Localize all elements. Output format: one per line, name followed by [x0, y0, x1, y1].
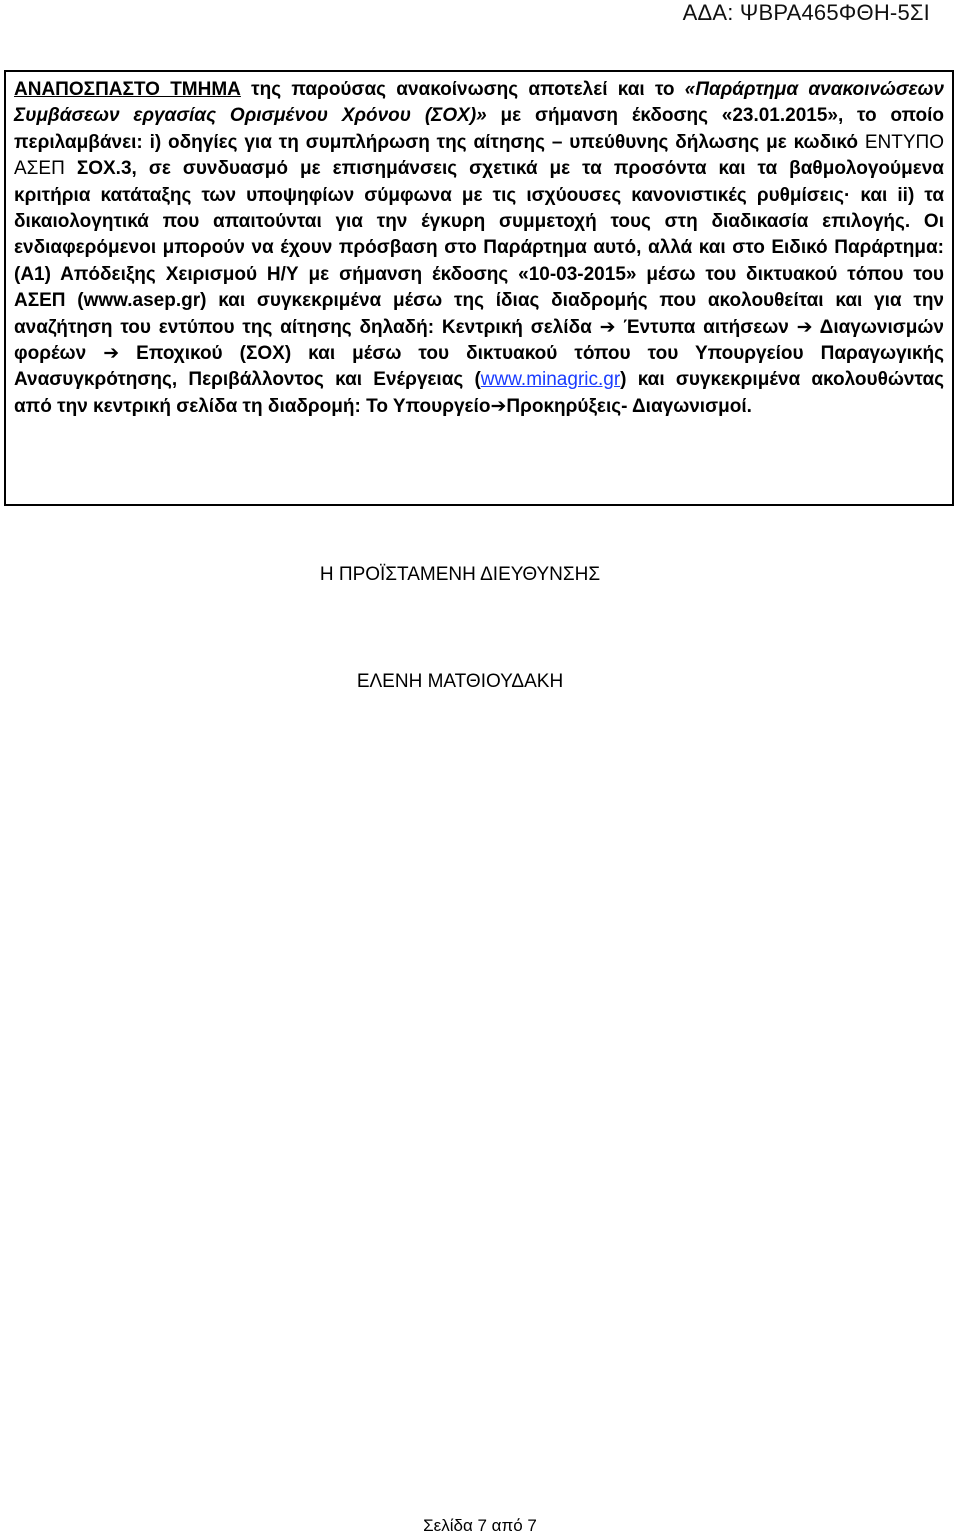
signatory-name-text: ΕΛΕΝΗ ΜΑΤΘΙΟΥΔΑΚΗ	[356, 671, 564, 692]
signatory-name	[0, 670, 960, 694]
notice-text-segment: Εποχικού (ΣΟΧ) και μέσω του δικτυακού τόπου του Υπουργείου Παραγωγικής Ανασυγκρότησης, Περιβάλλοντος και Ενέργειας (	[14, 343, 944, 391]
notice-text-segment: Έντυπα αιτήσεων	[615, 316, 797, 338]
signatory-title	[0, 563, 960, 587]
detachable-section-box	[4, 70, 954, 506]
notice-text-segment: Διαγωνισμών φορέων	[14, 316, 945, 365]
ada-code: ΑΔΑ: ΨΒΡΑ465ΦΘΗ-5ΣΙ	[682, 0, 930, 25]
arrow-right-icon: ➔	[599, 316, 616, 338]
form-code: ΕΝΤΥΠΟ ΑΣΕΠ	[14, 131, 944, 180]
section-title: ΑΝΑΠΟΣΠΑΣΤΟ ΤΜΗΜΑ	[14, 79, 241, 100]
notice-text-segment: με σήμανση έκδοσης «23.01.2015», το οποίο περιλαμβάνει: i) οδηγίες για τη συμπλήρωση της αίτησης – υπεύθυνης δήλωσης με κωδικό	[14, 105, 944, 153]
arrow-right-icon: ➔	[796, 316, 813, 338]
notice-text-segment: Προκηρύξεις- Διαγωνισμοί.	[506, 395, 752, 417]
notice-text-segment: της παρούσας ανακοίνωσης αποτελεί και το	[240, 79, 685, 100]
arrow-right-icon: ➔	[103, 343, 120, 365]
notice-text-segment: ΣΟΧ.3, σε συνδυασμό με επισημάνσεις σχετικά με τα προσόντα και τα βαθμολογούμενα κριτήρια κατάταξης των υποψηφίων σύμφωνα με τις ισχύουσες κανονιστικές ρυθμίσεις· και ii) τα δικαιολογητικά που απαιτούνται για την έγκυρη συμμετοχή τους στη διαδικασία επιλογής. Οι ενδιαφερόμενοι μπορούν να έχουν πρόσβαση στο Παράρτημα αυτό, αλλά και στο Ειδικό Παράρτημα: (Α1) Απόδειξης Χειρισμού Η/Υ με σήμανση έκδοσης «10-03-2015» μέσω του δικτυακού τόπου του ΑΣΕΠ (www.asep.gr) και συγκεκριμένα μέσω της ίδιας διαδρομής που ακολουθείται και για την αναζήτηση του εντύπου της αίτησης δηλαδή: Κεντρική σελίδα	[14, 158, 944, 338]
arrow-right-icon: ➔	[490, 395, 507, 417]
page-footer	[0, 1516, 960, 1536]
minagric-link[interactable]: www.minagric.gr	[480, 369, 621, 391]
annex-title: «Παράρτημα ανακοινώσεων Συμβάσεων εργασίας Ορισμένου Χρόνου (ΣΟΧ)»	[14, 79, 944, 127]
notice-text-segment: ) και συγκεκριμένα ακολουθώντας από την κεντρική σελίδα τη διαδρομή: Το Υπουργείο	[14, 369, 944, 417]
detachable-section-text	[14, 77, 944, 420]
page-number: Σελίδα 7 από 7	[423, 1516, 537, 1535]
signatory-title-text: Η ΠΡΟΪΣΤΑΜΕΝΗ ΔΙΕΥΘΥΝΣΗΣ	[319, 564, 601, 585]
